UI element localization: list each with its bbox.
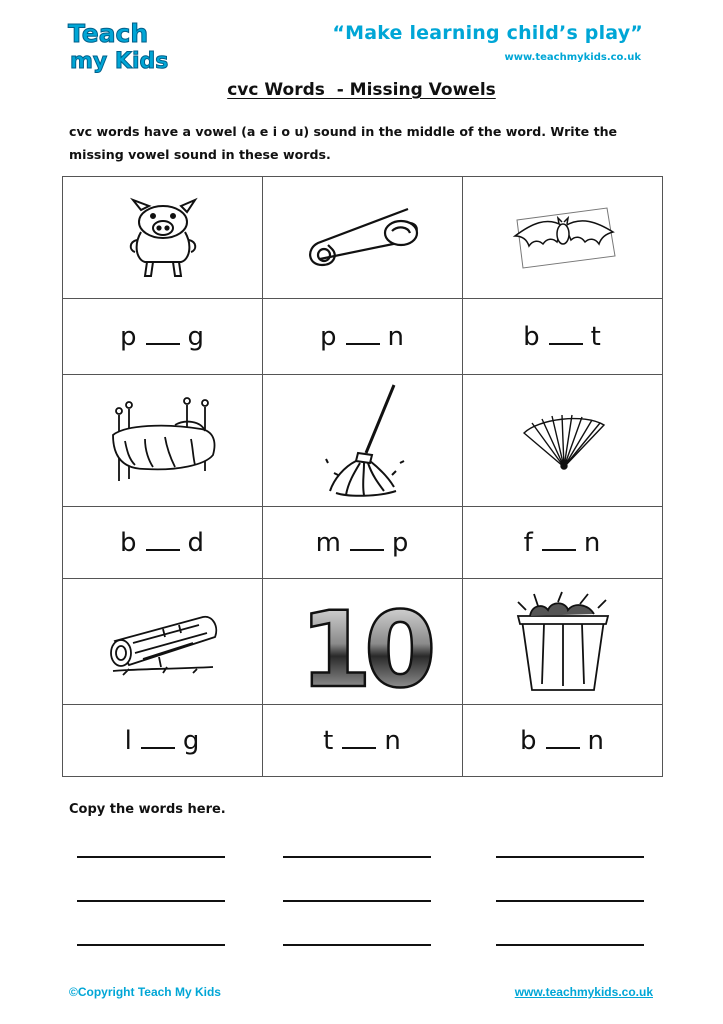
bat-icon	[503, 202, 623, 274]
logo-line1: Teach	[68, 19, 149, 48]
word-cell	[463, 299, 663, 375]
word-cell	[63, 299, 263, 375]
fan-icon	[518, 411, 608, 471]
picture-cell	[463, 579, 663, 705]
picture-cell	[463, 177, 663, 299]
word-cell	[63, 507, 263, 579]
vowel-blank[interactable]	[146, 547, 180, 551]
copy-line[interactable]	[77, 900, 225, 902]
vowel-blank[interactable]	[141, 745, 175, 749]
pig-icon	[123, 196, 203, 280]
instructions: cvc words have a vowel (a e i o u) sound in the middle of the word. Write the missing vowel sound in these words.	[69, 124, 618, 162]
ten-icon	[299, 588, 428, 711]
picture-cell	[263, 177, 463, 299]
copy-line[interactable]	[283, 900, 431, 902]
vowel-blank[interactable]	[342, 745, 376, 749]
tagline: “Make learning child’s play”	[332, 22, 643, 44]
vowel-blank[interactable]	[549, 341, 583, 345]
copy-line[interactable]	[496, 944, 644, 946]
vowel-blank[interactable]	[542, 547, 576, 551]
word-pig: p g	[119, 321, 206, 352]
copy-line[interactable]	[77, 944, 225, 946]
word-bin: b n	[520, 725, 605, 756]
copy-line[interactable]	[283, 944, 431, 946]
picture-cell	[63, 375, 263, 507]
copy-line[interactable]	[496, 900, 644, 902]
header-website: www.teachmykids.co.uk	[504, 52, 641, 63]
word-ten: t n	[323, 725, 402, 756]
word-mop: m p	[315, 527, 410, 558]
word-cell	[463, 507, 663, 579]
copy-line[interactable]	[77, 856, 225, 858]
page-title: cvc Words - Missing Vowels	[227, 80, 496, 100]
picture-cell	[463, 375, 663, 507]
word-cell	[263, 507, 463, 579]
copy-line[interactable]	[283, 856, 431, 858]
log-icon	[103, 607, 223, 677]
word-fan: f n	[523, 527, 602, 558]
vowel-blank[interactable]	[350, 547, 384, 551]
word-bat: b t	[523, 321, 602, 352]
word-pin: p n	[320, 321, 405, 352]
word-cell	[63, 705, 263, 777]
ten-number: 10	[299, 588, 428, 711]
picture-cell	[263, 579, 463, 711]
picture-cell	[63, 177, 263, 299]
mop-icon	[308, 383, 418, 499]
copyright-text: ©Copyright Teach My Kids	[69, 985, 221, 999]
copy-label: Copy the words here.	[69, 802, 226, 817]
word-grid	[62, 176, 663, 777]
safety-pin-icon	[298, 203, 428, 273]
word-bed: b d	[119, 527, 206, 558]
vowel-blank[interactable]	[146, 341, 180, 345]
bin-icon	[508, 590, 618, 694]
word-log: l g	[124, 725, 201, 756]
teach-my-kids-logo	[64, 16, 174, 74]
word-cell	[463, 705, 663, 777]
vowel-blank[interactable]	[346, 341, 380, 345]
logo-line2: my Kids	[70, 49, 169, 74]
copy-line[interactable]	[496, 856, 644, 858]
vowel-blank[interactable]	[546, 745, 580, 749]
picture-cell	[263, 375, 463, 507]
bed-icon	[105, 395, 221, 487]
footer-website-link[interactable]: www.teachmykids.co.uk	[514, 985, 653, 999]
word-cell	[263, 705, 463, 777]
word-cell	[263, 299, 463, 375]
picture-cell	[63, 579, 263, 705]
